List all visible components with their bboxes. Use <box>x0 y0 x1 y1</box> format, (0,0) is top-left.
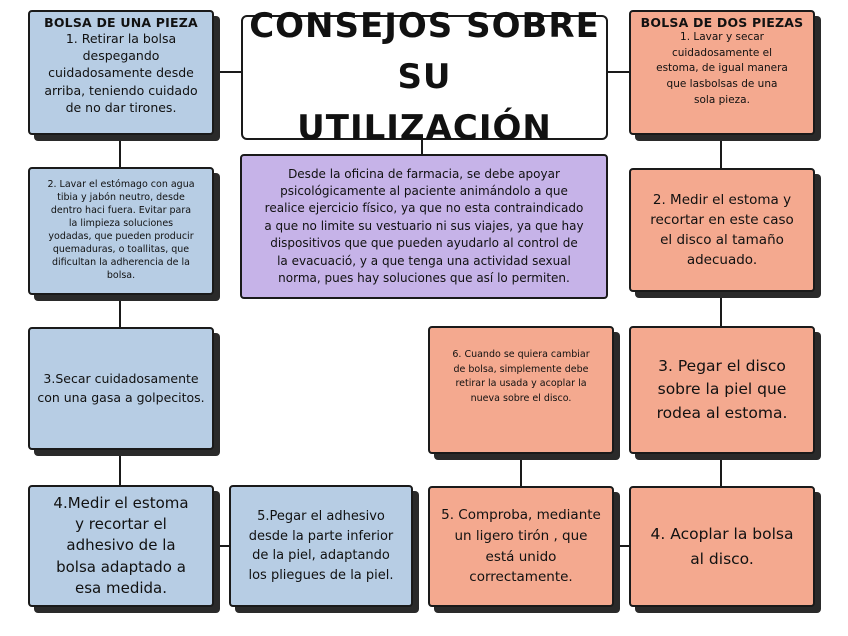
connector-left-2-3 <box>119 295 121 327</box>
right-column-heading: BOLSA DE DOS PIEZAS <box>640 15 804 30</box>
center-note-text: Desde la oficina de farmacia, se debe apoyar psicológicamente al paciente animándolo a que realice ejercicio físico, ya que no esta contraindicado a que no limite su vestuario ni sus viajes, ya que hay dispositivos que que pueden ayudarlo al control de la evacuació, y a que tenga una actividad sexual norma, pues hay soluciones que así lo permiten. <box>264 166 584 285</box>
connector-right-5-6 <box>520 454 522 486</box>
connector-left-title <box>212 71 242 73</box>
connector-right-1-2 <box>720 135 722 168</box>
left-step-4-text: 4.Medir el estoma y recortar el adhesivo de la bolsa adaptado a esa medida. <box>53 493 189 597</box>
center-note-box <box>240 154 608 299</box>
right-step-1-text: 1. Lavar y secar cuidadosamente el estoma, de igual manera que lasbolsas de una sola pieza. <box>656 30 788 106</box>
main-title-box <box>241 6 608 148</box>
connector-right-3-4 <box>720 454 722 486</box>
left-step-5-box <box>229 485 413 607</box>
right-step-6-text: 6. Cuando se quiera cambiar de bolsa, simplemente debe retirar la usada y acoplar la nueva sobre el disco. <box>452 349 590 405</box>
right-step-5-text: 5. Comproba, mediante un ligero tirón , que está unido correctamente. <box>441 506 601 586</box>
left-step-4-box <box>28 485 214 607</box>
connector-left-3-4 <box>119 450 121 486</box>
right-step-5-box <box>428 486 614 607</box>
left-column-heading: BOLSA DE UNA PIEZA <box>44 15 198 30</box>
left-step-2-text: 2. Lavar el estómago con agua tibia y jabón neutro, desde dentro haci fuera. Evitar para la limpieza soluciones yodadas, que pueden producir quemaduras, o toallitas, que dificultan la adherencia de la bolsa. <box>47 179 195 281</box>
right-step-4-box <box>629 486 815 607</box>
right-step-2-text: 2. Medir el estoma y recortar en este caso el disco al tamaño adecuado. <box>650 191 794 269</box>
left-step-5-text: 5.Pegar el adhesivo desde la parte inferior de la piel, adaptando los pliegues de la piel. <box>248 509 394 583</box>
right-step-1-box <box>629 10 815 135</box>
right-step-2-box <box>629 168 815 292</box>
right-step-3-box <box>629 326 815 454</box>
left-step-3-text: 3.Secar cuidadosamente con una gasa a golpecitos. <box>37 371 205 405</box>
left-step-2-box <box>28 167 214 295</box>
right-step-4-text: 4. Acoplar la bolsa al disco. <box>650 525 794 568</box>
right-step-3-text: 3. Pegar el disco sobre la piel que rodea al estoma. <box>656 357 788 422</box>
connector-left-1-2 <box>119 135 121 167</box>
left-step-3-box <box>28 327 214 450</box>
connector-title-right <box>607 71 631 73</box>
left-step-1-text: 1. Retirar la bolsa despegando cuidadosamente desde arriba, teniendo cuidado de no dar tirones. <box>44 30 198 115</box>
connector-left-4-5 <box>212 545 230 547</box>
right-step-6-box <box>428 326 614 454</box>
left-step-1-box <box>28 10 214 135</box>
connector-right-2-3 <box>720 292 722 326</box>
main-title: CONSEJOS SOBRE SU UTILIZACIÓN <box>249 6 600 148</box>
connector-right-4-5 <box>613 545 630 547</box>
